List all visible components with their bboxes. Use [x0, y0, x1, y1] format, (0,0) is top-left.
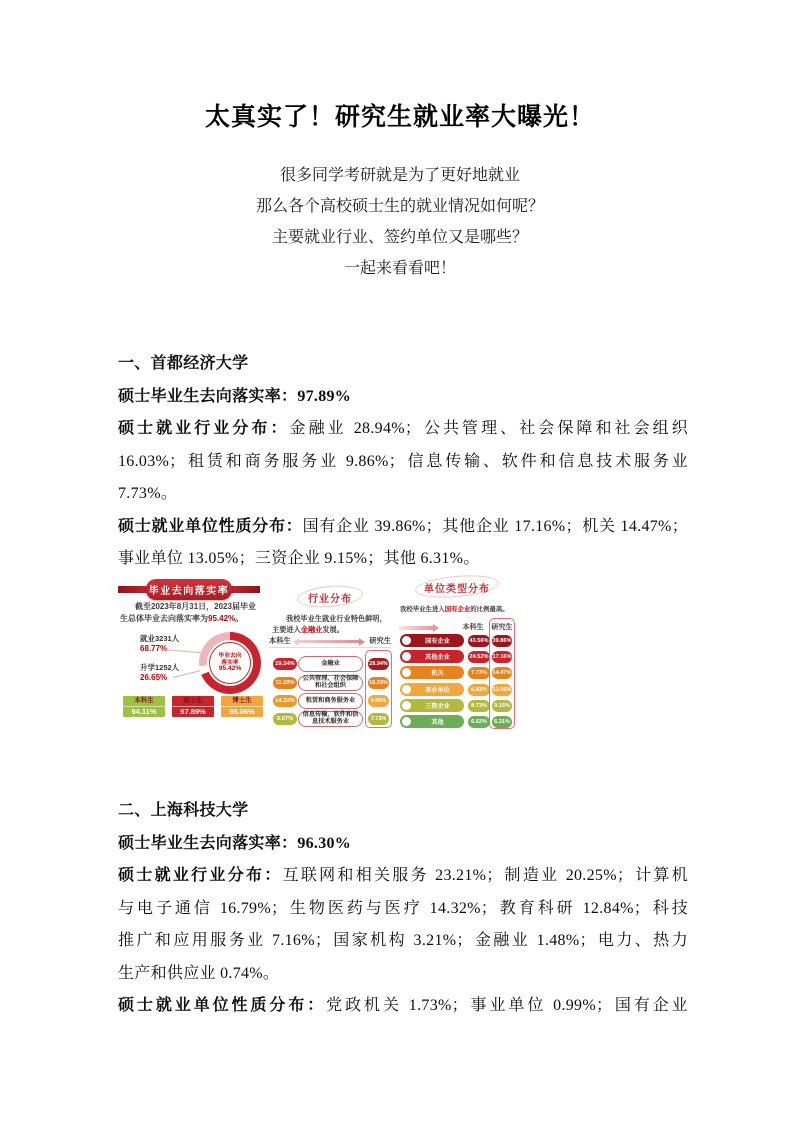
unit-type-capsule: [400, 634, 464, 647]
stat-box-value: 95.06%: [229, 707, 255, 716]
desc-highlight: 金融业: [300, 624, 323, 634]
industry-row: [267, 711, 393, 727]
unit-text: 国有企业 39.86%；其他企业 17.16%；机关 14.47%；: [302, 517, 688, 535]
unit-type-capsule: [400, 715, 464, 728]
intro-line: 那么各个高校硕士生的就业情况如何呢？: [255, 198, 544, 215]
rate-label: 硕士毕业生去向落实率：: [118, 834, 298, 852]
desc-text-end: 发展。: [322, 624, 344, 634]
industry-row: [267, 675, 393, 691]
panel-destination-rate: [115, 578, 263, 740]
industry-row: [267, 656, 393, 672]
industry-label: 硕士就业行业分布：: [118, 867, 283, 884]
unit-type-row: [398, 666, 516, 680]
further-study-label: 升学1252人: [140, 663, 180, 672]
further-study-percent: 26.65%: [140, 673, 168, 682]
intro-line: 主要就业行业、签约单位又是哪些？: [271, 229, 528, 246]
rate-line: [118, 381, 688, 414]
industry-distribution-line: 16.03%；租赁和商务服务业 9.86%；信息传输、软件和信息技术服务业: [118, 452, 688, 470]
double-arrow-icon: [299, 640, 359, 643]
undergrad-percent-oval: 9.07%: [273, 713, 297, 725]
stat-box-label: 硕士生: [172, 696, 214, 707]
unit-type-row: [398, 699, 516, 713]
industry-text: 金融业 28.94%；公共管理、社会保障和社会组织: [289, 420, 688, 437]
unit-type-name: 其他: [431, 719, 444, 726]
desc-highlight: 国有企业: [444, 606, 471, 613]
donut-center-label: [209, 642, 251, 684]
intro-line: 一起来看看吧！: [343, 260, 456, 277]
graduate-percent-oval: 28.94%: [368, 658, 389, 670]
unit-type-name: 三资企业: [425, 703, 450, 710]
unit-type-capsule: [400, 650, 464, 663]
circle-icon: [402, 652, 411, 661]
circle-icon: [402, 668, 411, 677]
graduate-percent-oval: 14.47%: [492, 667, 512, 679]
industry-name-pill: 租赁和商务服务业: [298, 693, 363, 709]
unit-type-name: 机关: [431, 670, 444, 677]
industry-text: 互联网和相关服务 23.21%；制造业 20.25%；计算机: [282, 867, 688, 884]
destination-donut-chart: [199, 632, 261, 694]
industry-row: [267, 693, 393, 709]
industry-name-pill: 金融业: [298, 656, 363, 672]
industry-distribution-line: 推广和应用服务业 7.16%；国家机构 3.21%；金融业 1.48%；电力、热力: [118, 932, 688, 949]
donut-center-line2: 落实率: [221, 659, 239, 666]
donut-center-line1: 毕业去向: [218, 653, 242, 660]
desc-text-end: 的比例最高。: [470, 606, 509, 613]
undergrad-percent-oval: 7.73%: [468, 667, 490, 679]
unit-distribution-line: 事业单位 13.05%；三资企业 9.15%；其他 6.31%。: [118, 550, 480, 567]
column-undergraduate: 本科生: [462, 624, 484, 631]
panel1-banner: 毕业去向落实率: [146, 579, 232, 600]
industry-distribution-line: 与电子通信 16.79%；生物医药与医疗 14.32%；教育科研 12.84%；科技: [118, 899, 688, 917]
employment-infographic: [115, 578, 525, 740]
circle-icon: [402, 636, 411, 645]
callout-line: [164, 649, 201, 653]
unit-type-capsule: [400, 666, 464, 679]
circle-icon: [402, 685, 411, 694]
unit-type-capsule: [400, 699, 464, 712]
page-title: 太真实了！研究生就业率大曝光！: [204, 103, 595, 131]
intro-line: 很多同学考研就是为了更好地就业: [279, 167, 520, 184]
unit-distribution-line: [118, 511, 688, 544]
unit-type-capsule: [400, 683, 464, 696]
graduate-percent-oval: 39.86%: [492, 635, 512, 647]
graduate-percent-oval: 6.31%: [492, 716, 512, 728]
undergrad-percent-oval: 14.22%: [273, 695, 297, 707]
unit-type-row: [398, 715, 516, 729]
graduate-percent-oval: 7.73%: [368, 713, 389, 725]
panel3-title: 单位类型分布: [424, 584, 490, 595]
undergrad-percent-oval: 6.83%: [468, 684, 490, 696]
panel2-column-header: [269, 636, 391, 648]
desc-text: 我校毕业生进入: [400, 606, 445, 613]
panel-unit-type-distribution: [398, 578, 516, 740]
donut-center-value: 95.42%: [218, 665, 242, 673]
circle-icon: [402, 717, 411, 726]
employed-label: 就业3231人: [140, 634, 180, 643]
rate-value: 97.89%: [297, 387, 352, 405]
graduate-percent-oval: 9.15%: [492, 700, 512, 712]
column-undergraduate: 本科生: [269, 636, 291, 645]
degree-rate-boxes: [123, 696, 263, 717]
industry-distribution-line: [118, 413, 688, 446]
column-graduate: 研究生: [369, 636, 391, 645]
rate-line: [118, 828, 688, 861]
graduate-percent-oval: 17.16%: [492, 651, 512, 663]
stat-box-doctor: [221, 696, 263, 717]
section-heading: 二、上海科技大学: [118, 802, 249, 819]
industry-name-pill: 公共管理、社会保障和社会组织: [298, 675, 363, 691]
stat-box-value: 94.11%: [131, 707, 157, 716]
unit-type-row: [398, 683, 516, 697]
graduate-percent-oval: 16.03%: [368, 677, 389, 689]
employed-percent: 68.77%: [140, 644, 168, 653]
summary-rate: 95.42%: [208, 613, 236, 623]
undergrad-percent-oval: 24.52%: [468, 651, 490, 663]
undergrad-percent-oval: 8.73%: [468, 700, 490, 712]
stat-box-label: 本科生: [123, 696, 165, 707]
stat-box-label: 博士生: [221, 696, 263, 707]
undergrad-percent-oval: 29.34%: [273, 658, 297, 670]
stat-box-undergraduate: [123, 696, 165, 717]
panel1-summary: [120, 601, 260, 624]
unit-label: 硕士就业单位性质分布：: [118, 997, 327, 1014]
unit-type-row: [398, 634, 516, 648]
panel3-description: [400, 605, 516, 616]
undergrad-percent-oval: 11.20%: [273, 677, 297, 689]
section-heading: 一、首都经济大学: [118, 355, 249, 372]
undergrad-percent-oval: 43.56%: [468, 635, 490, 647]
graduate-percent-oval: 9.86%: [368, 695, 389, 707]
unit-label: 硕士就业单位性质分布：: [118, 517, 303, 535]
column-graduate: 研究生: [491, 624, 513, 631]
panel2-description: [272, 614, 389, 635]
graduate-percent-oval: 13.05%: [492, 684, 512, 696]
unit-type-name: 其他企业: [425, 654, 450, 661]
stat-box-master: [172, 696, 214, 717]
industry-distribution-line: 生产和供应业 0.74%。: [118, 964, 280, 982]
rate-label: 硕士毕业生去向落实率：: [118, 387, 298, 405]
undergrad-percent-oval: 6.62%: [468, 716, 490, 728]
rate-value: 96.30%: [297, 834, 352, 852]
summary-text-end: 。: [235, 613, 244, 623]
unit-type-row: [398, 650, 516, 664]
industry-distribution-line: [118, 860, 688, 893]
panel3-column-header: [398, 622, 516, 633]
section-university-1: [118, 348, 688, 576]
unit-type-name: 国有企业: [425, 638, 450, 645]
industry-name-pill: 信息传输、软件和信息技术服务业: [298, 711, 363, 727]
unit-distribution-line: [118, 990, 688, 1023]
summary-text: 截至2023年8月31日，2023届毕业生总体毕业去向落实率为: [120, 602, 256, 623]
circle-icon: [402, 701, 411, 710]
industry-label: 硕士就业行业分布：: [118, 420, 290, 437]
stat-box-value: 97.89%: [180, 707, 206, 716]
unit-type-name: 事业单位: [425, 687, 450, 694]
unit-text: 党政机关 1.73%；事业单位 0.99%；国有企业: [326, 997, 688, 1014]
section-university-2: [118, 795, 688, 1023]
desc-text: 我校毕业生就业行业特色鲜明，主要进入: [272, 614, 387, 634]
panel2-title: 行业分布: [308, 594, 352, 605]
industry-distribution-line: 7.73%。: [118, 485, 178, 502]
panel-industry-distribution: [267, 578, 393, 740]
intro-paragraph: [0, 160, 800, 284]
